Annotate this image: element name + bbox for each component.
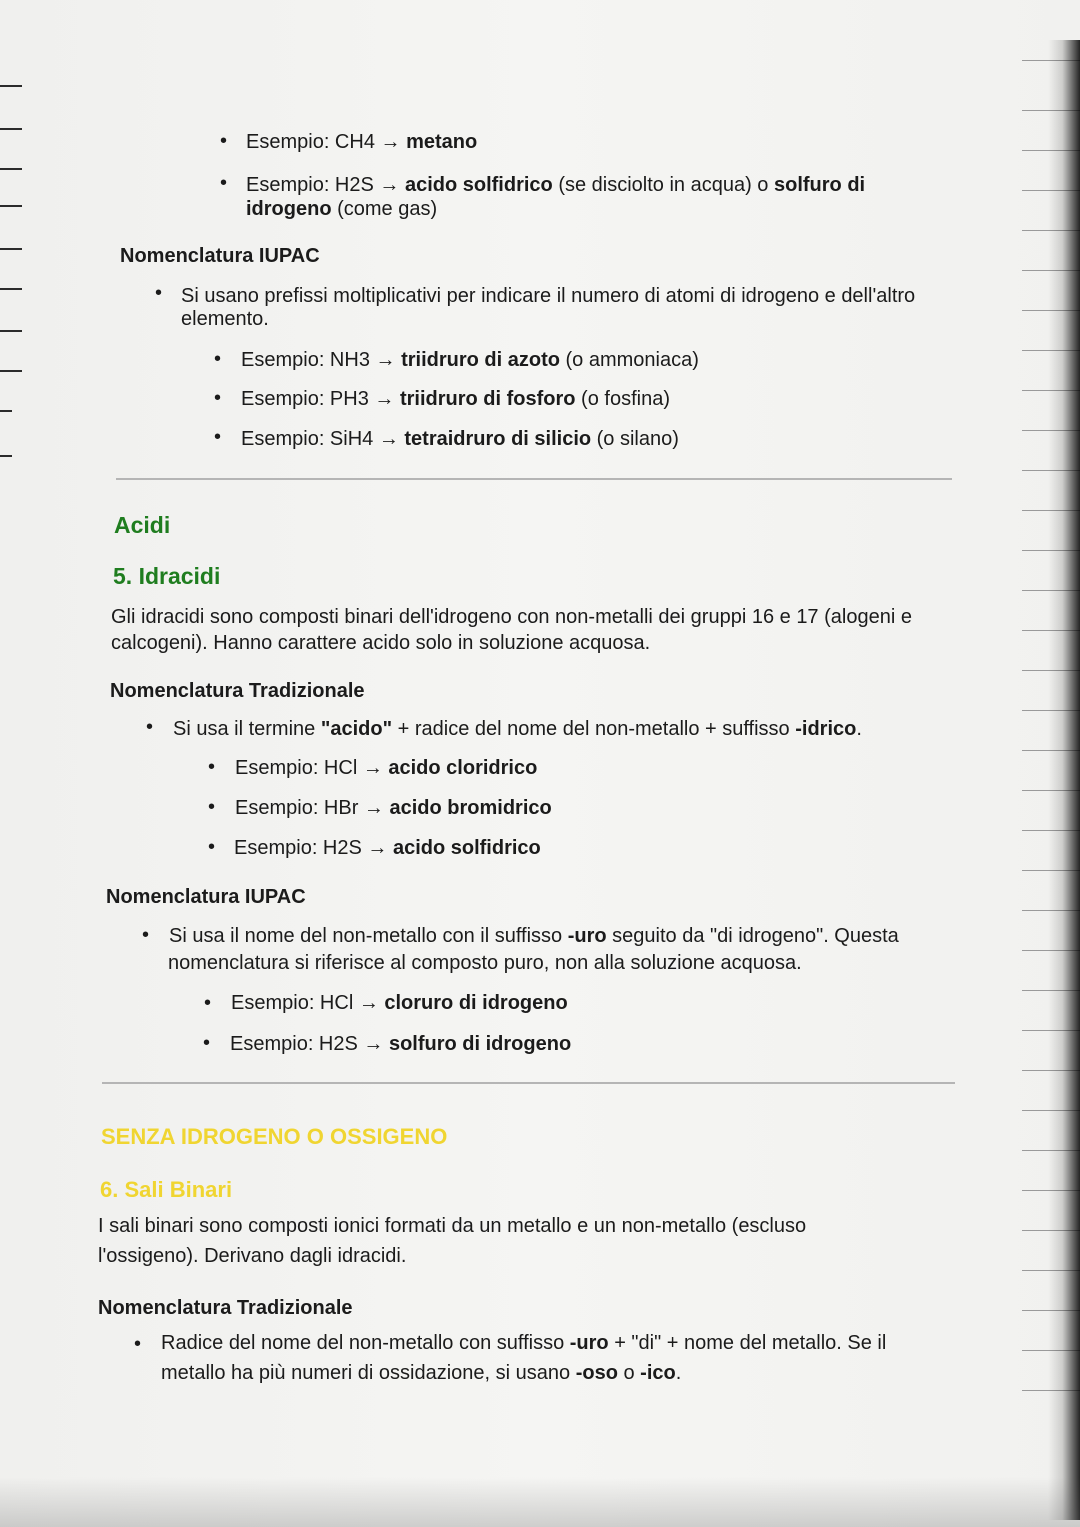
page-bottom-shadow <box>0 1477 1080 1527</box>
iupac-acidi-rule-line2: nomenclatura si riferisce al composto puro, non alla soluzione acquosa. <box>168 952 802 974</box>
heading-tradizionale-acidi: Nomenclatura Tradizionale <box>110 680 365 702</box>
heading-iupac-acidi: Nomenclatura IUPAC <box>106 886 306 908</box>
example-nh3: Esempio: NH3 → triidruro di azoto (o ammoniaca) <box>241 349 699 371</box>
bullet: • <box>155 282 163 304</box>
example-h2s-line2: idrogeno (come gas) <box>246 198 438 220</box>
bullet: • <box>134 1333 142 1355</box>
heading-tradizionale-sali: Nomenclatura Tradizionale <box>98 1297 353 1319</box>
example-hcl: Esempio: HCl → acido cloridrico <box>235 757 538 779</box>
iupac1-rule-line1: Si usano prefissi moltiplicativi per indicare il numero di atomi di idrogeno e dell'altro <box>181 285 916 307</box>
section-title-acidi: Acidi <box>114 512 171 538</box>
bullet: • <box>142 924 150 946</box>
subsection-title-sali-binari: 6. Sali Binari <box>100 1177 233 1202</box>
iupac-acidi-rule-line1: Si usa il nome del non-metallo con il suffisso -uro seguito da "di idrogeno". Questa <box>169 925 899 947</box>
idracidi-intro-line1: Gli idracidi sono composti binari dell'idrogeno con non-metalli dei gruppi 16 e 17 (alogeni e <box>111 606 912 628</box>
example-hcl-iupac: Esempio: HCl → cloruro di idrogeno <box>231 992 568 1014</box>
bullet: • <box>203 1032 211 1054</box>
sali-intro-line2: l'ossigeno). Derivano dagli idracidi. <box>98 1245 407 1267</box>
section-divider <box>116 478 952 480</box>
bullet: • <box>208 756 216 778</box>
right-ruled-margin <box>1010 40 1080 1440</box>
trad-acidi-rule: Si usa il termine "acido" + radice del nome del non-metallo + suffisso -idrico. <box>173 718 862 740</box>
sali-rule-line1: Radice del nome del non-metallo con suffisso -uro + "di" + nome del metallo. Se il <box>161 1332 887 1354</box>
section-divider <box>102 1082 955 1084</box>
iupac1-rule-line2: elemento. <box>181 308 269 330</box>
sali-intro-line1: I sali binari sono composti ionici formati da un metallo e un non-metallo (escluso <box>98 1215 807 1237</box>
example-sih4: Esempio: SiH4 → tetraidruro di silicio (o silano) <box>241 428 679 450</box>
bullet: • <box>214 426 222 448</box>
bullet: • <box>208 796 216 818</box>
example-h2s-acido: Esempio: H2S → acido solfidrico <box>234 837 541 859</box>
bullet: • <box>146 716 154 738</box>
subsection-title-idracidi: 5. Idracidi <box>113 563 221 589</box>
example-ph3: Esempio: PH3 → triidruro di fosforo (o fosfina) <box>241 388 670 410</box>
example-h2s-line1: Esempio: H2S → acido solfidrico (se disciolto in acqua) o solfuro di <box>246 174 866 196</box>
sali-rule-line2: metallo ha più numeri di ossidazione, si usano -oso o -ico. <box>161 1362 682 1384</box>
bullet: • <box>214 387 222 409</box>
bullet: • <box>220 130 228 152</box>
example-h2s-iupac: Esempio: H2S → solfuro di idrogeno <box>230 1033 572 1055</box>
example-hbr: Esempio: HBr → acido bromidrico <box>235 797 552 819</box>
bullet: • <box>204 992 212 1014</box>
heading-iupac-1: Nomenclatura IUPAC <box>120 245 320 267</box>
bullet: • <box>208 836 216 858</box>
section-title-senza: SENZA IDROGENO O OSSIGENO <box>101 1124 448 1149</box>
bullet: • <box>214 348 222 370</box>
idracidi-intro-line2: calcogeni). Hanno carattere acido solo in soluzione acquosa. <box>111 632 651 654</box>
example-ch4: Esempio: CH4 → metano <box>246 131 478 153</box>
bullet: • <box>220 172 228 194</box>
left-binding-marks <box>0 0 26 1527</box>
